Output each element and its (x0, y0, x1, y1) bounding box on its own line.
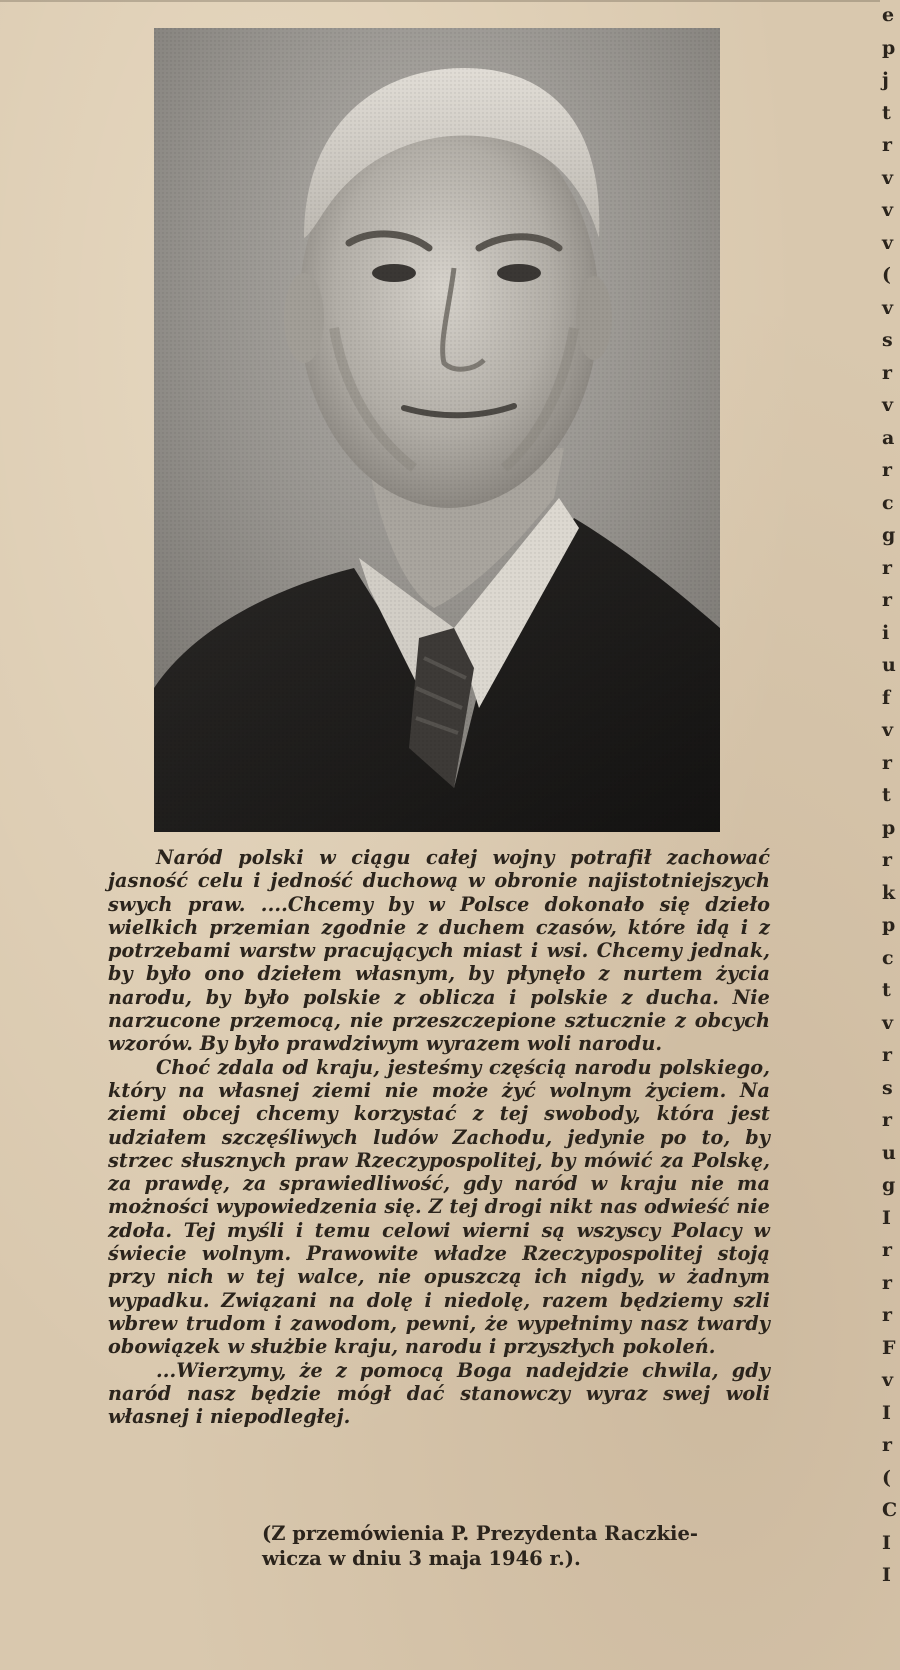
adjacent-column-letter: i (882, 621, 890, 644)
adjacent-column-letter: I (882, 1206, 891, 1229)
adjacent-column-letter: f (882, 686, 891, 709)
top-edge-divider (0, 0, 880, 10)
adjacent-column-letter: v (882, 1011, 894, 1034)
adjacent-column-letter: v (882, 719, 894, 741)
adjacent-column-letter: F (882, 1336, 896, 1359)
adjacent-column-letter: v (882, 231, 894, 254)
adjacent-column-letter: u (882, 1141, 896, 1164)
adjacent-column-letter: r (882, 1109, 893, 1131)
adjacent-column-letter: v (882, 199, 894, 221)
adjacent-column-letter: a (882, 426, 895, 449)
adjacent-column-letter: k (882, 881, 896, 904)
adjacent-column-letter: ( (882, 264, 891, 286)
adjacent-column-letter: j (882, 69, 889, 91)
adjacent-column-letter: r (882, 849, 893, 871)
quote-paragraph-2: Choć zdala od kraju, jesteśmy częścią narodu polskiego, który na własnej ziemi nie może żyć wolnym życiem. Na ziemi obcej chcemy korzystać z tej swobody, która jest udziałem szczęśliwych ludów Zachodu, jedynie po to, by strzec słusznych praw Rzeczypospolitej, by mówić za Polskę, za prawdę, za sprawiedliwość, gdy naród w kraju nie ma możności wypowiedzenia się. Z tej drogi nikt nas odwieść nie zdoła. Tej myśli i temu celowi wierni są wszyscy Polacy w świecie wolnym. Prawowite władze Rzeczypospolitej stoją przy nich w tej walce, nie opuszczą ich nigdy, w żadnym wypadku. Związani na dolę i niedolę, razem będziemy szli wbrew trudom i zawodom, pewni, że wypełnimy nasz twardy obowiązek w służbie kraju, narodu i przyszłych pokoleń. (108, 1055, 770, 1359)
adjacent-column-letter: r (882, 1304, 893, 1326)
adjacent-column-letter: s (882, 1076, 893, 1099)
adjacent-column-letter: r (882, 361, 893, 384)
adjacent-column-letter: c (882, 946, 894, 969)
adjacent-column-letter: e (882, 4, 895, 26)
adjacent-column-letter: v (882, 394, 894, 416)
adjacent-column-letter: r (882, 459, 893, 481)
adjacent-column-letter: r (882, 1434, 893, 1456)
adjacent-column-letter: ( (882, 1466, 891, 1489)
adjacent-column-letter: I (882, 1564, 891, 1586)
adjacent-column-letter: r (882, 1044, 893, 1066)
adjacent-column-letter: p (882, 816, 896, 839)
adjacent-column-letter: v (882, 1369, 894, 1391)
adjacent-column-letter: p (882, 36, 896, 59)
portrait-photo (154, 28, 720, 832)
adjacent-column-letter: t (882, 101, 891, 124)
adjacent-column-letter: u (882, 654, 896, 676)
source-attribution (262, 1522, 772, 1571)
portrait-image (154, 28, 720, 832)
adjacent-column-letter: r (882, 751, 893, 774)
speech-quote (108, 846, 770, 1428)
adjacent-column-letter: g (882, 524, 896, 546)
adjacent-column-letter: I (882, 1531, 891, 1554)
adjacent-column-letter: r (882, 589, 893, 611)
adjacent-column-letter: g (882, 1174, 896, 1196)
adjacent-column-letter: t (882, 979, 891, 1001)
adjacent-column-letter: I (882, 1401, 891, 1424)
adjacent-column-letter: r (882, 134, 893, 156)
adjacent-column-letter: t (882, 784, 891, 806)
adjacent-column-letter: r (882, 1271, 893, 1294)
source-line-2: wicza w dniu 3 maja 1946 r.). (262, 1546, 581, 1570)
quote-paragraph-1: Naród polski w ciągu całej wojny potrafił zachować jasność celu i jedność duchową w obronie najistotniejszych swych praw. ....Chcemy by w Polsce dokonało się dzieło wielkich przemian zgodnie z duchem czasów, które idą i z potrzebami warstw pracujących miast i wsi. Chcemy jednak, by było ono dziełem własnym, by płynęło z nurtem życia narodu, by było polskie z oblicza i polskie z ducha. Nie narzucone przemocą, nie przeszczepione sztucznie z obcych wzorów. By było prawdziwym wyrazem woli narodu. (108, 846, 770, 1056)
adjacent-column-letter: p (882, 914, 896, 936)
adjacent-column-letter: v (882, 296, 894, 319)
adjacent-column-letter: v (882, 166, 894, 189)
adjacent-column-letter: r (882, 556, 893, 579)
adjacent-column-letter: s (882, 329, 893, 351)
adjacent-column-fragment (880, 0, 900, 1670)
quote-paragraph-3: ...Wierzymy, że z pomocą Boga nadejdzie chwila, gdy naród nasz będzie mógł dać stanowczy wyraz swej woli własnej i niepodległej. (108, 1358, 770, 1429)
source-line-1: (Z przemówienia P. Prezydenta Raczkie- (262, 1522, 698, 1545)
adjacent-column-letter: C (882, 1499, 898, 1521)
adjacent-column-letter: r (882, 1239, 893, 1261)
adjacent-column-letter: c (882, 491, 894, 514)
